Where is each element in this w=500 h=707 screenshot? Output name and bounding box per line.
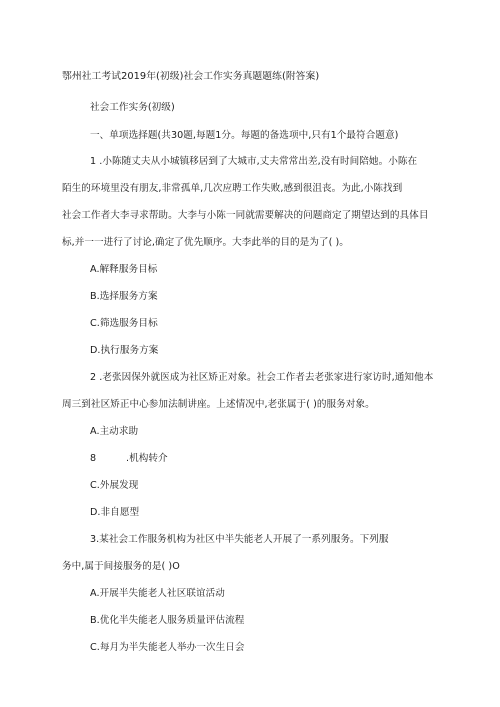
- question-stem-line: 周三到社区矫正中心参加法制讲座。上述情况中,老张属于( )的服务对象。: [62, 399, 375, 410]
- option-b: B.选择服务方案: [90, 291, 158, 302]
- section-heading: 社会工作实务(初级): [90, 102, 175, 113]
- question-stem-line: 3.某社会工作服务机构为社区中半失能老人开展了一系列服务。下列服: [90, 534, 389, 545]
- option-b: B.优化半失能老人服务质量评估流程: [90, 615, 245, 626]
- option-c: C.外展发现: [90, 480, 139, 491]
- option-b-marker: 8: [90, 453, 97, 464]
- question-stem-line: 1 .小陈随丈夫从小城镇移居到了大城市,丈夫常常出差,没有时间陪她。小陈在: [90, 156, 418, 167]
- option-a: A.主动求助: [90, 426, 139, 437]
- document-title: 鄂州社工考试2019年(初级)社会工作实务真题题练(附答案): [62, 71, 320, 82]
- part-heading: 一、单项选择题(共30题,每题1分。每题的备选项中,只有1个最符合题意): [90, 130, 399, 141]
- option-a: A.解释服务目标: [90, 264, 158, 275]
- option-c: C.每月为半失能老人举办一次生日会: [90, 642, 245, 653]
- question-stem-line: 务中,属于间接服务的是( )O: [62, 561, 180, 572]
- option-a: A.开展半失能老人社区联谊活动: [90, 588, 225, 599]
- question-stem-line: 标,并一一进行了讨论,确定了优先顺序。大李此举的目的是为了( )。: [62, 237, 349, 248]
- option-c: C.筛选服务目标: [90, 318, 158, 329]
- option-b-text: .机构转介: [126, 453, 168, 464]
- option-d: D.非自愿型: [90, 507, 140, 518]
- question-stem-line: 社会工作者大李寻求帮助。大李与小陈一同就需要解决的问题商定了期望达到的具体目: [62, 210, 429, 221]
- option-b: [90, 452, 168, 465]
- question-stem-line: 陌生的环境里没有朋友,非常孤单,几次应聘工作失败,感到很沮丧。为此,小陈找到: [62, 183, 403, 194]
- question-stem-line: 2 .老张因保外就医成为社区矫正对象。社会工作者去老张家进行家访时,通知他本: [90, 372, 434, 383]
- option-d: D.执行服务方案: [90, 345, 159, 356]
